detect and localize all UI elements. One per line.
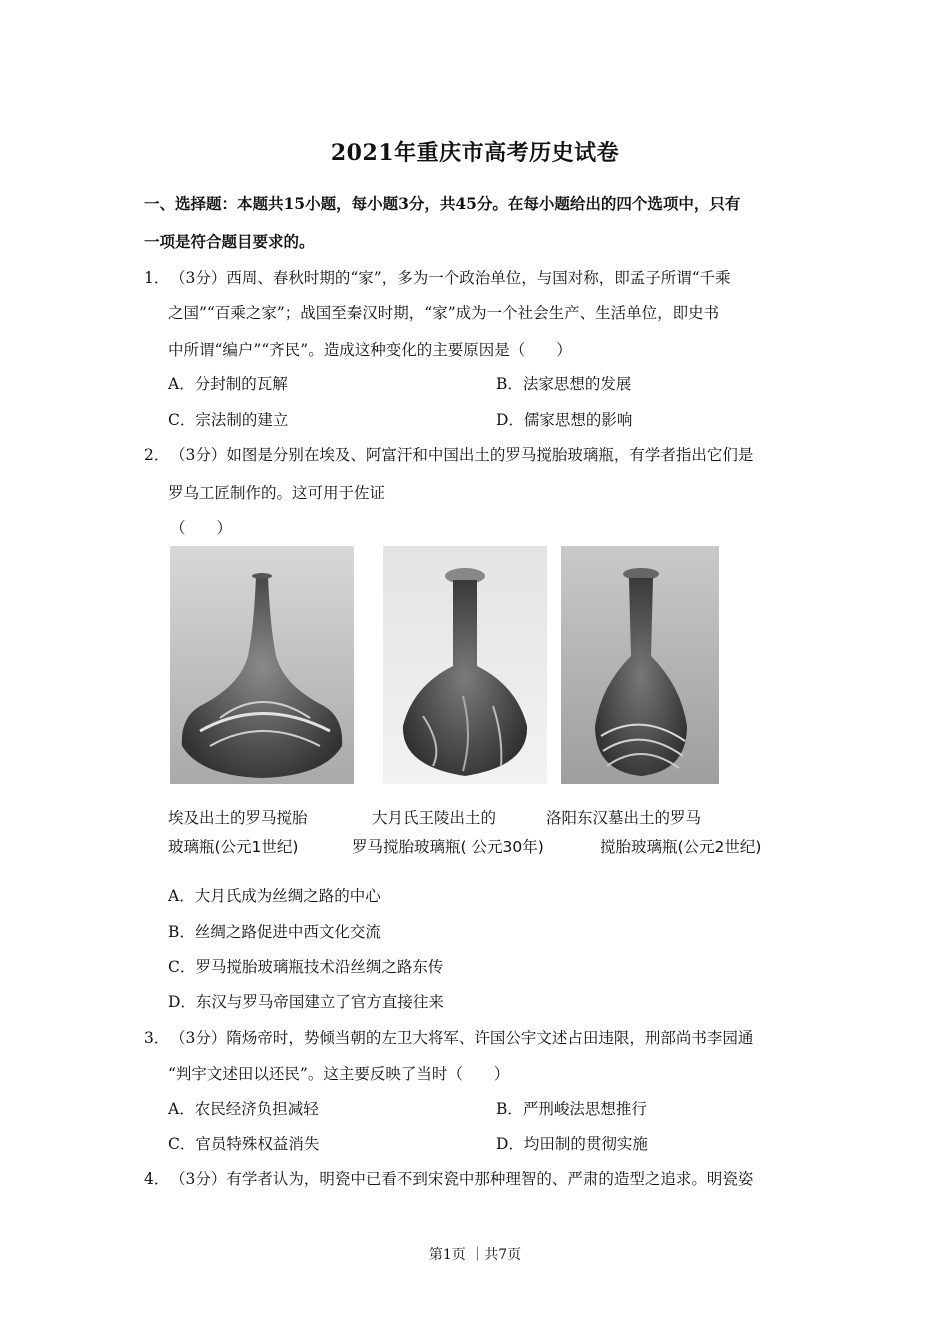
q2-text-line1: （3分）如图是分别在埃及、阿富汗和中国出土的罗马搅胎玻璃瓶，有学者指出它们是: [170, 446, 754, 464]
q3-option-b: B．严刑峻法思想推行: [496, 1100, 647, 1118]
photo-egypt-glass-bottle: [170, 546, 354, 784]
q2-answer-paren: （ ）: [170, 519, 233, 537]
q4-number: 4．: [144, 1170, 170, 1188]
caption-2-line2: 罗马搅胎玻璃瓶( 公元30年): [352, 838, 544, 856]
caption-1-line1: 埃及出土的罗马搅胎: [168, 809, 308, 827]
exam-title: 2021年重庆市高考历史试卷: [330, 140, 620, 166]
photo-luoyang-glass-bottle: [561, 546, 719, 784]
q1-text-line2: 之国”“百乘之家”；战国至秦汉时期，“家”成为一个社会生产、生活单位，即史书: [168, 304, 720, 322]
q3-option-c: C．官员特殊权益消失: [168, 1135, 320, 1153]
q2-option-c: C．罗马搅胎玻璃瓶技术沿丝绸之路东传: [168, 958, 444, 976]
q3-number: 3．: [144, 1029, 170, 1047]
caption-3-line1: 洛阳东汉墓出土的罗马: [546, 809, 702, 827]
section-heading-line1: 一、选择题：本题共15小题，每小题3分，共45分。在每小题给出的四个选项中，只有: [144, 194, 741, 213]
q4-text-line1: （3分）有学者认为，明瓷中已看不到宋瓷中那种理智的、严肃的造型之追求。明瓷姿: [170, 1170, 754, 1188]
q1-text-line3: 中所谓“编户”“齐民”。造成这种变化的主要原因是（ ）: [168, 341, 572, 359]
q3-option-a: A．农民经济负担减轻: [168, 1100, 319, 1118]
q2-option-b: B．丝绸之路促进中西文化交流: [168, 923, 381, 941]
q2-option-a: A．大月氏成为丝绸之路的中心: [168, 887, 381, 905]
section-heading-line2: 一项是符合题目要求的。: [144, 232, 315, 251]
page-footer: 第1页 ｜共7页: [428, 1247, 522, 1263]
q1-option-d: D．儒家思想的影响: [496, 411, 633, 429]
q3-text-line2: “判宇文述田以还民”。这主要反映了当时（ ）: [168, 1065, 510, 1083]
q3-option-d: D．均田制的贯彻实施: [496, 1135, 648, 1153]
q1-text-line1: （3分）西周、春秋时期的“家”，多为一个政治单位，与国对称，即孟子所谓“千乘: [170, 269, 731, 287]
q1-option-c: C．宗法制的建立: [168, 411, 289, 429]
q2-number: 2．: [144, 446, 170, 464]
photo-bactrian-glass-bottle: [383, 546, 547, 784]
caption-1-line2: 玻璃瓶(公元1世纪): [168, 838, 299, 856]
q1-number: 1．: [144, 269, 170, 287]
q1-option-a: A．分封制的瓦解: [168, 375, 288, 393]
q1-option-b: B．法家思想的发展: [496, 375, 632, 393]
caption-3-line2: 搅胎玻璃瓶(公元2世纪): [600, 838, 762, 856]
q2-text-line2: 罗乌工匠制作的。这可用于佐证: [168, 484, 386, 502]
caption-2-line1: 大月氏王陵出土的: [372, 809, 497, 827]
q3-text-line1: （3分）隋炀帝时，势倾当朝的左卫大将军、许国公宇文述占田违限，刑部尚书李园通: [170, 1029, 754, 1047]
q2-option-d: D．东汉与罗马帝国建立了官方直接往来: [168, 993, 444, 1011]
